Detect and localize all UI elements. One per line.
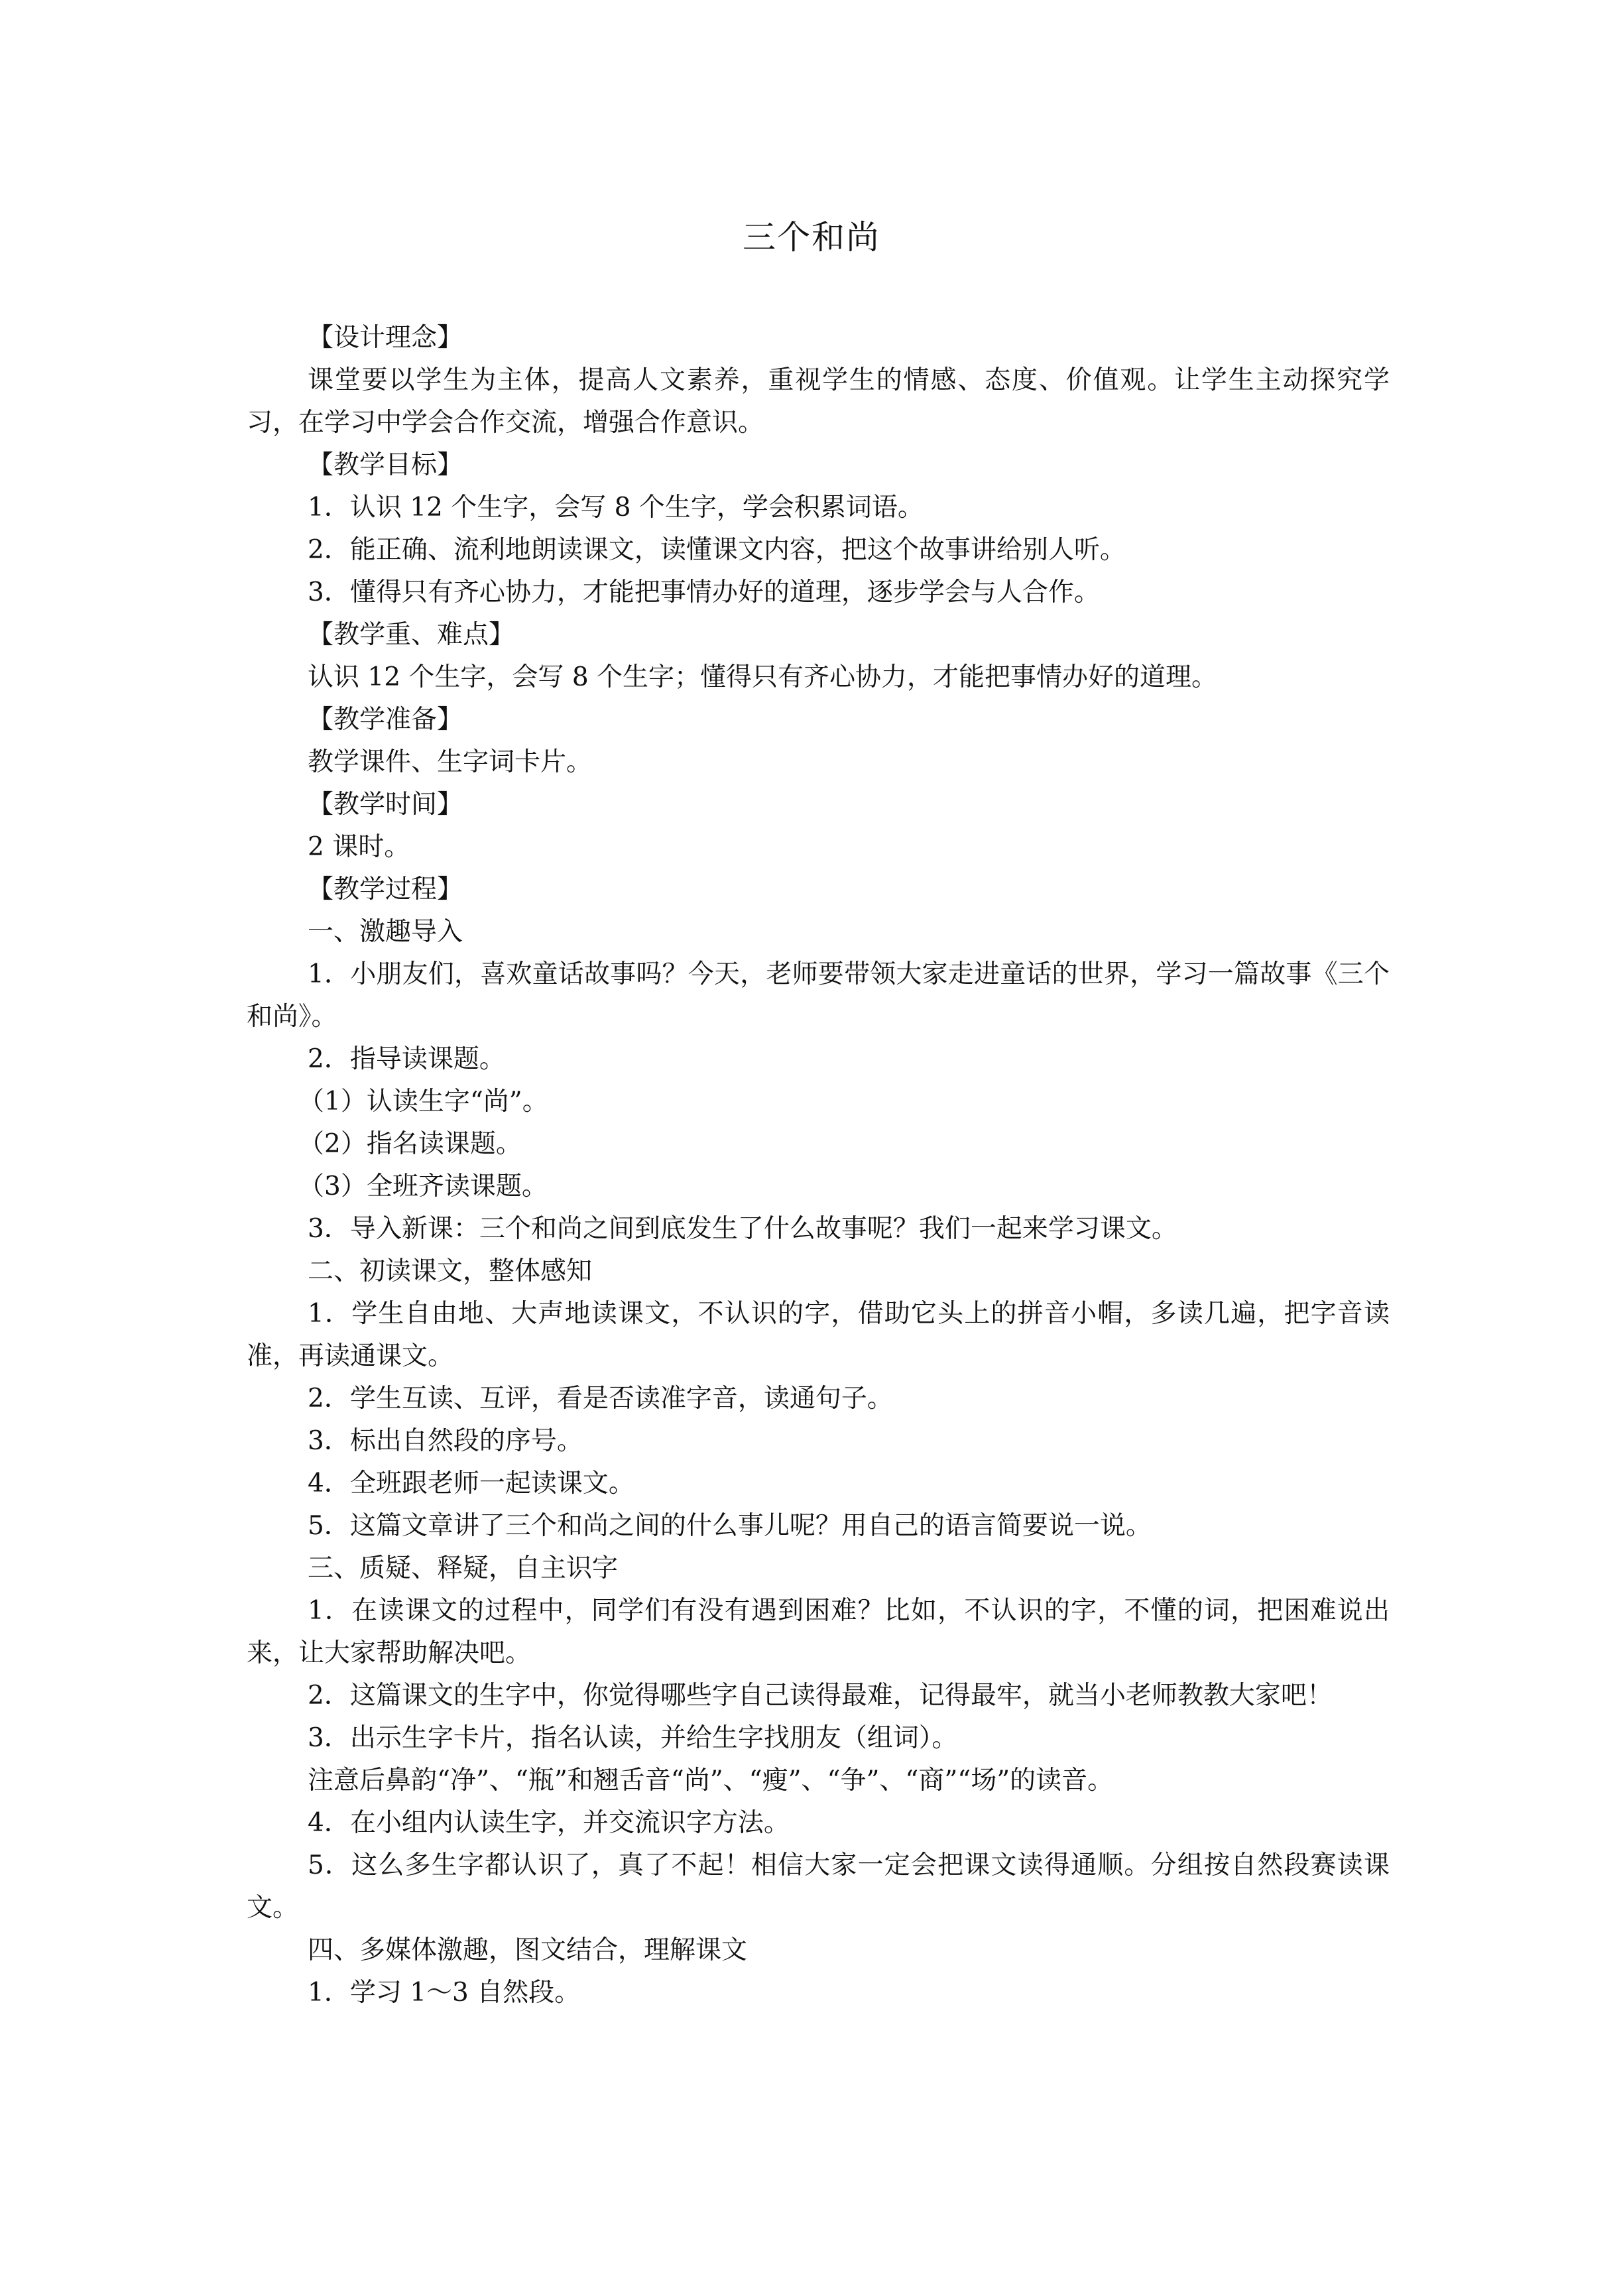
paragraph-p15: 1．小朋友们，喜欢童话故事吗？今天，老师要带领大家走进童话的世界，学习一篇故事《三个和尚》。	[247, 959, 1390, 1032]
paragraph-p06: 3．懂得只有齐心协力，才能把事情办好的道理，逐步学会与人合作。	[308, 577, 1100, 607]
paragraph-p26: 5．这篇文章讲了三个和尚之间的什么事儿呢？用自己的语言简要说一说。	[308, 1511, 1152, 1541]
paragraph-p11: 【教学时间】	[308, 790, 463, 819]
paragraph-p02: 课堂要以学生为主体，提高人文素养，重视学生的情感、态度、价值观。让学生主动探究学习，在学习中学会合作交流，增强合作意识。	[247, 365, 1390, 438]
paragraph-p28: 1．在读课文的过程中，同学们有没有遇到困难？比如，不认识的字，不懂的词，把困难说出来，让大家帮助解决吧。	[247, 1596, 1390, 1668]
paragraph-p18: （2）指名读课题。	[298, 1129, 522, 1159]
paragraph-p17: （1）认读生字“尚”。	[298, 1087, 548, 1117]
paragraph-p31: 注意后鼻韵“净”、“瓶”和翘舌音“尚”、“瘦”、“争”、“商”“场”的读音。	[308, 1766, 1114, 1795]
paragraph-p27: 三、质疑、释疑，自主识字	[308, 1553, 619, 1583]
paragraph-p16: 2．指导读课题。	[308, 1044, 505, 1074]
document-title: 三个和尚	[743, 218, 880, 257]
paragraph-p04: 1．认识 12 个生字，会写 8 个生字，学会积累词语。	[308, 493, 924, 522]
paragraph-p03: 【教学目标】	[308, 450, 463, 480]
paragraph-p10: 教学课件、生字词卡片。	[308, 747, 593, 777]
paragraph-p34: 四、多媒体激趣，图文结合，理解课文	[308, 1935, 748, 1965]
paragraph-p14: 一、激趣导入	[308, 917, 463, 947]
paragraph-p22: 1．学生自由地、大声地读课文，不认识的字，借助它头上的拼音小帽，多读几遍，把字音读准，再读通课文。	[247, 1299, 1390, 1371]
paragraph-p35: 1．学习 1～3 自然段。	[308, 1978, 581, 2008]
paragraph-p29: 2．这篇课文的生字中，你觉得哪些字自己读得最难，记得最牢，就当小老师教教大家吧！	[308, 1681, 1333, 1711]
paragraph-p25: 4．全班跟老师一起读课文。	[308, 1469, 634, 1498]
paragraph-p32: 4．在小组内认读生字，并交流识字方法。	[308, 1808, 790, 1838]
paragraph-p20: 3．导入新课：三个和尚之间到底发生了什么故事呢？我们一起来学习课文。	[308, 1214, 1177, 1244]
paragraph-p01: 【设计理念】	[308, 323, 463, 353]
paragraph-p07: 【教学重、难点】	[308, 620, 515, 650]
paragraph-p08: 认识 12 个生字，会写 8 个生字；懂得只有齐心协力，才能把事情办好的道理。	[308, 662, 1218, 692]
paragraph-p12: 2 课时。	[308, 832, 410, 862]
paragraph-p05: 2．能正确、流利地朗读课文，读懂课文内容，把这个故事讲给别人听。	[308, 535, 1126, 565]
document-body	[247, 317, 1390, 2014]
paragraph-p33: 5．这么多生字都认识了，真了不起！相信大家一定会把课文读得通顺。分组按自然段赛读课文。	[247, 1850, 1390, 1923]
paragraph-p09: 【教学准备】	[308, 705, 463, 735]
paragraph-p21: 二、初读课文，整体感知	[308, 1256, 593, 1286]
paragraph-p30: 3．出示生字卡片，指名认读，并给生字找朋友（组词）。	[308, 1723, 958, 1753]
paragraph-p23: 2．学生互读、互评，看是否读准字音，读通句子。	[308, 1384, 893, 1414]
paragraph-p13: 【教学过程】	[308, 875, 463, 904]
paragraph-p24: 3．标出自然段的序号。	[308, 1426, 583, 1456]
paragraph-p19: （3）全班齐读课题。	[298, 1172, 548, 1201]
